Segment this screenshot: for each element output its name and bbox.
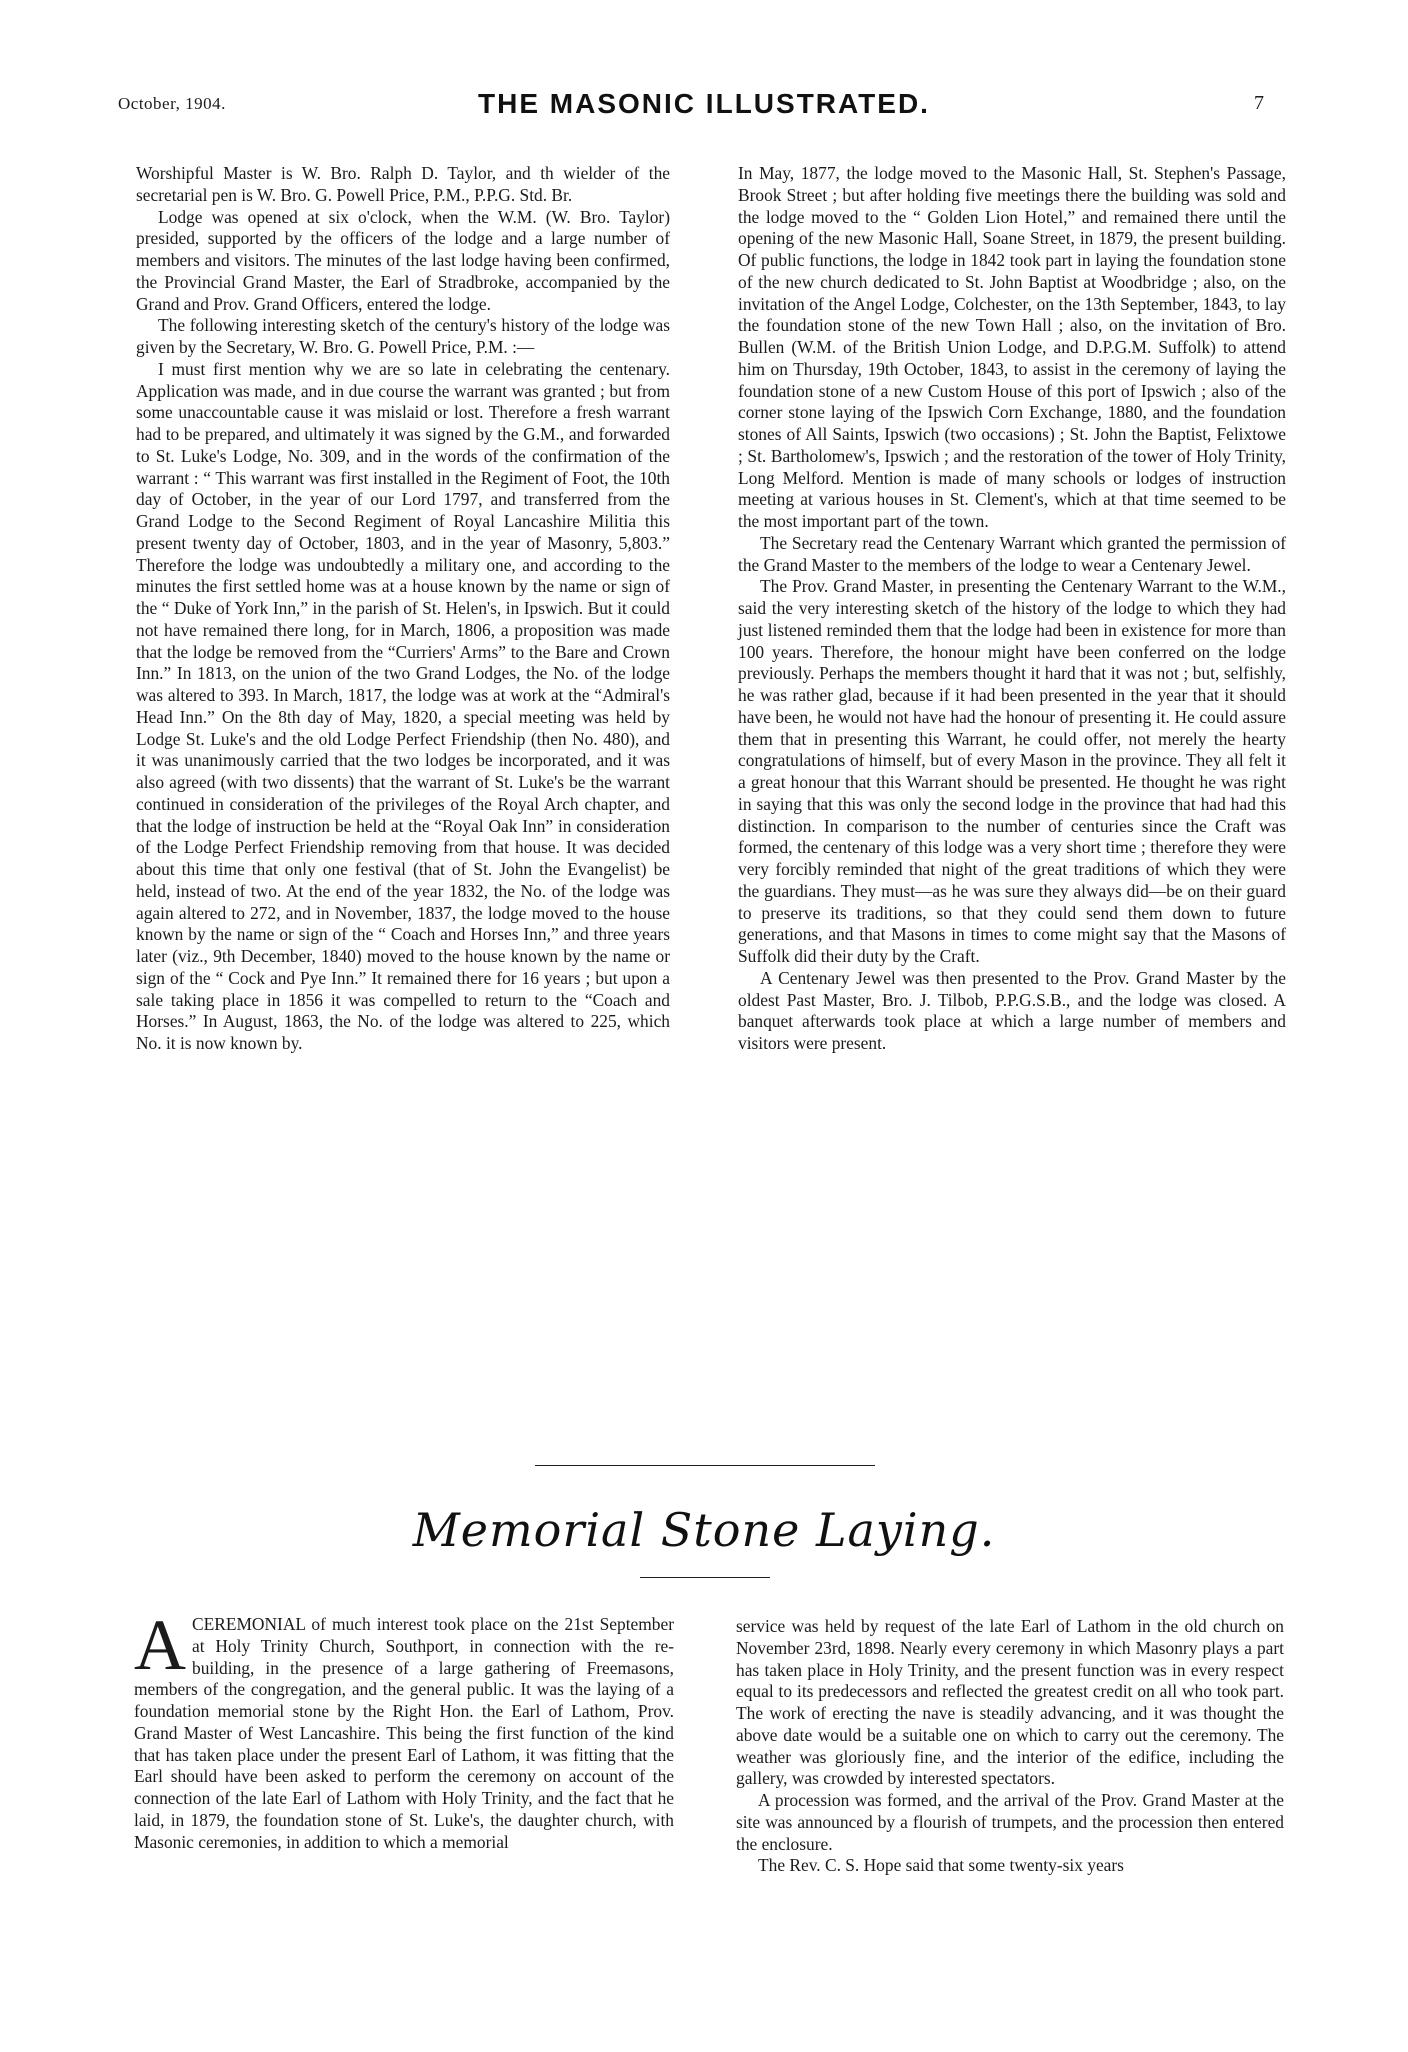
paragraph: A procession was formed, and the arrival of the Prov. Grand Master at the site was announced by a flourish of trumpets, and the procession then entered the enclosure. bbox=[736, 1790, 1284, 1854]
heading-underline bbox=[640, 1577, 770, 1578]
article-column-right bbox=[738, 163, 1286, 1055]
paragraph: The Prov. Grand Master, in presenting the Centenary Warrant to the W.M., said the very interesting sketch of the history of the lodge to which they had just listened reminded them that the lodge had been in existence for more than 100 years. Therefore, the honour might have been conferred on the lodge previously. Perhaps the members thought it hard that it was not ; but, selfishly, he was rather glad, because if it had been presented in the year that it should have been, he would not have had the honour of presenting it. He could assure them that in presenting this Warrant, he could offer, not merely the hearty congratulations of himself, but of every Mason in the province. They all felt it a great honour that this Warrant should be presented. He thought he was right in saying that this was only the second lodge in the province that had had this distinction. In comparison to the number of centuries since the Craft was formed, the centenary of this lodge was a very short time ; therefore they were very forcibly reminded that night of the great traditions of which they were the guardians. They must—as he was sure they always did—be on their guard to preserve its traditions, so that they could send them down to future generations, and that Masons in times to come might say that the Masons of Suffolk did their duty by the Craft. bbox=[738, 576, 1286, 966]
section-heading: Memorial Stone Laying. bbox=[412, 1503, 996, 1557]
memorial-column-right bbox=[736, 1616, 1284, 1877]
article-column-left bbox=[136, 163, 670, 1055]
paragraph: A Centenary Jewel was then presented to the Prov. Grand Master by the oldest Past Master, Bro. J. Tilbob, P.P.G.S.B., and the lodge was closed. A banquet afterwards took place at which a large number of members and visitors were present. bbox=[738, 967, 1286, 1053]
masthead-title: THE MASONIC ILLUSTRATED. bbox=[478, 88, 930, 119]
paragraph: Worshipful Master is W. Bro. Ralph D. Taylor, and th wielder of the secretarial pen is W. Bro. G. Powell Price, P.M., P.P.G. Std. Br. bbox=[136, 163, 670, 205]
paragraph bbox=[134, 1605, 674, 1853]
paragraph: Lodge was opened at six o'clock, when the W.M. (W. Bro. Taylor) presided, supported by the officers of the lodge and a large number of members and visitors. The minutes of the last lodge having been confirmed, the Provincial Grand Master, the Earl of Stradbroke, accompanied by the Grand and Prov. Grand Officers, entered the lodge. bbox=[136, 206, 670, 314]
issue-date: October, 1904. bbox=[118, 94, 226, 113]
paragraph: The following interesting sketch of the century's history of the lodge was given by the Secretary, W. Bro. G. Powell Price, P.M. :— bbox=[136, 315, 670, 357]
paragraph: The Secretary read the Centenary Warrant which granted the permission of the Grand Master to the members of the lodge to wear a Centenary Jewel. bbox=[738, 532, 1286, 575]
paragraph: The Rev. C. S. Hope said that some twenty-six years bbox=[758, 1855, 1124, 1876]
paragraph-text: CEREMONIAL of much interest took place on the 21st September at Holy Trinity Church, Southport, in connection with the re-building, in the presence of a large gathering of Freemasons, members of the congregation, and the general public. It was the laying of a foundation memorial stone by the Right Hon. the Earl of Lathom, Prov. Grand Master of West Lancashire. This being the first function of the kind that has taken place under the present Earl of Lathom, it was fitting that the Earl should have been asked to perform the ceremony on account of the connection of the late Earl of Lathom with Holy Trinity, and the fact that he laid, in 1879, the foundation stone of St. Luke's, the daughter church, with Masonic ceremonies, in addition to which a memorial bbox=[134, 1614, 674, 1852]
page-header bbox=[0, 90, 1408, 130]
page-number: 7 bbox=[1254, 92, 1264, 114]
paragraph: In May, 1877, the lodge moved to the Masonic Hall, St. Stephen's Passage, Brook Street ; but after holding five meetings there the building was sold and the lodge moved to the “ Golden Lion Hotel,” and remained there until the opening of the new Masonic Hall, Soane Street, in 1879, the present building. Of public functions, the lodge in 1842 took part in laying the foundation stone of the new church dedicated to St. John Baptist at Woodbridge ; also, on the invitation of the Angel Lodge, Colchester, on the 13th September, 1843, to lay the foundation stone of the new Town Hall ; also, on the invitation of Bro. Bullen (W.M. of the British Union Lodge, and D.P.G.M. Suffolk) to attend him on Thursday, 19th October, 1843, to assist in the ceremony of laying the foundation stone of a new Custom House of this port of Ipswich ; also of the corner stone laying of the Ipswich Corn Exchange, 1880, and the foundation stones of All Saints, Ipswich (two occasions) ; St. John the Baptist, Felixtowe ; St. Bartholomew's, Ipswich ; and the restoration of the tower of Holy Trinity, Long Melford. Mention is made of many schools or lodges of instruction meeting at various houses in St. Clement's, which at that time seemed to be the most important part of the town. bbox=[738, 163, 1286, 531]
section-divider bbox=[535, 1465, 875, 1466]
paragraph: I must first mention why we are so late in celebrating the centenary. Application was made, and in due course the warrant was granted ; but from some unaccountable cause it was mislaid or lost. Therefore a fresh warrant had to be prepared, and ultimately it was signed by the G.M., and forwarded to St. Luke's Lodge, No. 309, and in the words of the confirmation of the warrant : “ This warrant was first installed in the Regiment of Foot, the 10th day of October, in the year of our Lord 1797, and transferred from the Grand Lodge to the Second Regiment of Royal Lancashire Militia this present twenty day of October, 1803, and in the year of Masonry, 5,803.” Therefore the lodge was undoubtedly a military one, and according to the minutes the first settled home was at a house known by the name or sign of the “ Duke of York Inn,” in the parish of St. Helen's, in Ipswich. But it could not have remained there long, for in March, 1806, a proposition was made that the lodge be removed from the “Curriers' Arms” to the Bare and Crown Inn.” In 1813, on the union of the two Grand Lodges, the No. of the lodge was altered to 393. In March, 1817, the lodge was at work at the “Admiral's Head Inn.” On the 8th day of May, 1820, a special meeting was held by Lodge St. Luke's and the old Lodge Perfect Friendship (then No. 480), and it was unanimously carried that the two lodges be incorporated, and it was also agreed (with two dissents) that the warrant of St. Luke's be the warrant continued in consideration of the privileges of the Royal Arch chapter, and that the lodge of instruction be held at the “Royal Oak Inn” in consideration of the Lodge Perfect Friendship removing from that house. It was decided about this time that only one festival (that of St. John the Evangelist) be held, instead of two. At the end of the year 1832, the No. of the lodge was again altered to 272, and in November, 1837, the lodge moved to the house known by the name or sign of the “ Coach and Horses Inn,” and three years later (viz., 9th December, 1840) moved to the house known by the name or sign of the “ Cock and Pye Inn.” It remained there for 16 years ; but upon a sale taking place in 1856 it was compelled to return to the “Coach and Horses.” In August, 1863, the No. of the lodge was altered to 225, which No. it is now known by. bbox=[136, 358, 670, 1053]
memorial-column-left bbox=[134, 1605, 674, 1853]
drop-cap: A bbox=[134, 1605, 186, 1685]
paragraph: service was held by request of the late Earl of Lathom in the old church on November 23rd, 1898. Nearly every ceremony in which Masonry plays a part has taken place in Holy Trinity, and the present function was in every respect equal to its predecessors and reflected the greatest credit on all who took part. The work of erecting the nave is steadily advancing, and it was thought the above date would be a suitable one on which to carry out the ceremony. The weather was gloriously fine, and the interior of the edifice, including the gallery, was crowded by interested spectators. bbox=[736, 1616, 1284, 1789]
